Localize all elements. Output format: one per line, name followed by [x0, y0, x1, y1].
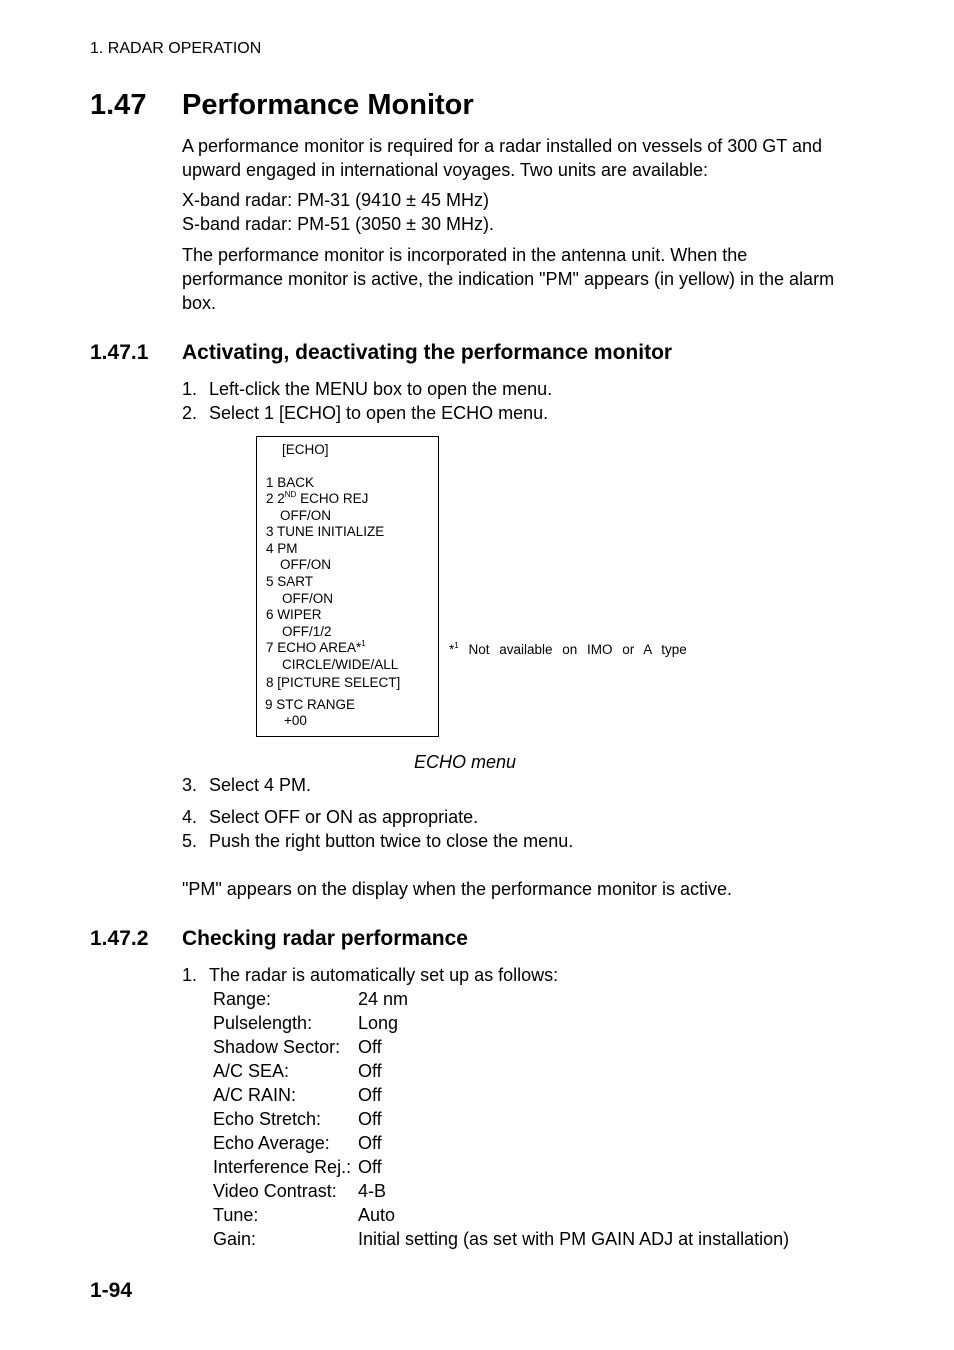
- step-number: 1.: [182, 379, 198, 399]
- subsection-heading-2: [90, 927, 468, 951]
- subsection-title: Checking radar performance: [182, 927, 468, 950]
- setting-label: Interference Rej.:: [213, 1157, 352, 1177]
- menu-item-text: 7 ECHO AREA*: [266, 640, 362, 655]
- step-number: 1.: [182, 965, 198, 985]
- pm-note: "PM" appears on the display when the performance monitor is active.: [182, 879, 733, 899]
- setting-label: A/C RAIN:: [213, 1085, 297, 1105]
- setting-value: Off: [358, 1085, 382, 1105]
- menu-item-stc-range: 9 STC RANGE: [265, 697, 356, 712]
- step-text: Select OFF or ON as appropriate.: [209, 807, 479, 827]
- menu-title: [ECHO]: [282, 442, 329, 457]
- section-number: 1.47: [90, 89, 147, 121]
- setting-value: Off: [358, 1061, 382, 1081]
- xband-line: X-band radar: PM-31 (9410 ± 45 MHz): [182, 190, 490, 210]
- setting-label: Pulselength:: [213, 1013, 313, 1033]
- menu-item-back: 1 BACK: [266, 475, 315, 490]
- intro-paragraph: A performance monitor is required for a radar installed on vessels of 300 GT and upward engaged in international voyages. Two units are available:: [182, 136, 823, 180]
- menu-option: OFF/1/2: [282, 624, 332, 639]
- menu-item-echo-area: [266, 640, 366, 656]
- step-text: Left-click the MENU box to open the menu.: [209, 379, 553, 399]
- page-number: 1-94: [90, 1279, 133, 1302]
- step-number: 5.: [182, 831, 198, 851]
- step-item: [182, 401, 548, 425]
- pm-description-paragraph: The performance monitor is incorporated in the antenna unit. When the performance monitor is active, the indication "PM" appears (in yellow) in the alarm box.: [182, 245, 835, 313]
- setting-row: [213, 1059, 382, 1083]
- section-title: Performance Monitor: [182, 89, 474, 121]
- sband-line: S-band radar: PM-51 (3050 ± 30 MHz).: [182, 214, 495, 234]
- setting-value: Off: [358, 1109, 382, 1129]
- setting-label: Range:: [213, 989, 272, 1009]
- step-item: [182, 805, 478, 829]
- setting-label: Tune:: [213, 1205, 259, 1225]
- setting-row: [213, 1155, 382, 1179]
- menu-option: CIRCLE/WIDE/ALL: [282, 657, 399, 672]
- setting-value: 24 nm: [358, 989, 409, 1009]
- menu-option: +00: [284, 713, 307, 728]
- step-item: [182, 773, 311, 797]
- menu-option: OFF/ON: [280, 557, 331, 572]
- menu-footnote: [449, 642, 687, 657]
- setting-row: [213, 1107, 382, 1131]
- setting-label: Gain:: [213, 1229, 257, 1249]
- subsection-title: Activating, deactivating the performance monitor: [182, 341, 673, 364]
- setting-value: Off: [358, 1037, 382, 1057]
- setting-row: [213, 1011, 398, 1035]
- step-text: The radar is automatically set up as follows:: [209, 965, 559, 985]
- echo-menu-box: [256, 436, 439, 737]
- subsection-number: 1.47.2: [90, 927, 149, 950]
- step-item: [182, 963, 558, 987]
- setting-label: Echo Stretch:: [213, 1109, 322, 1129]
- menu-item-wiper: 6 WIPER: [266, 607, 322, 622]
- running-header: 1. RADAR OPERATION: [90, 40, 262, 57]
- setting-label: Echo Average:: [213, 1133, 330, 1153]
- menu-option: OFF/ON: [282, 591, 333, 606]
- setting-row: [213, 1179, 386, 1203]
- setting-row: [213, 1035, 382, 1059]
- setting-row: [213, 1227, 789, 1251]
- setting-row: [213, 1203, 395, 1227]
- superscript: 1: [361, 639, 366, 648]
- setting-label: A/C SEA:: [213, 1061, 290, 1081]
- step-number: 4.: [182, 807, 198, 827]
- menu-item-sart: 5 SART: [266, 574, 314, 589]
- figure-caption: ECHO menu: [414, 752, 517, 772]
- step-number: 3.: [182, 775, 198, 795]
- superscript: 1: [454, 641, 459, 650]
- menu-item-echo-rej: [266, 491, 368, 507]
- step-item: [182, 829, 573, 853]
- step-item: [182, 377, 552, 401]
- setting-value: Off: [358, 1133, 382, 1153]
- menu-option: OFF/ON: [280, 508, 331, 523]
- setting-value: Off: [358, 1157, 382, 1177]
- step-text: Select 4 PM.: [209, 775, 312, 795]
- menu-item-tune-initialize: 3 TUNE INITIALIZE: [266, 524, 385, 539]
- section-heading: [90, 89, 474, 122]
- menu-item-text: 2 2: [266, 491, 285, 506]
- step-text: Select 1 [ECHO] to open the ECHO menu.: [209, 403, 549, 423]
- footnote-mark: *: [449, 642, 455, 657]
- subsection-number: 1.47.1: [90, 341, 149, 364]
- step-text: Push the right button twice to close the menu.: [209, 831, 574, 851]
- setting-value: Long: [358, 1013, 399, 1033]
- setting-row: [213, 1131, 382, 1155]
- footnote-text: Not available on IMO or A type: [458, 642, 687, 657]
- step-number: 2.: [182, 403, 198, 423]
- setting-value: 4-B: [358, 1181, 387, 1201]
- setting-value: Initial setting (as set with PM GAIN ADJ at installation): [358, 1229, 790, 1249]
- setting-value: Auto: [358, 1205, 396, 1225]
- setting-label: Shadow Sector:: [213, 1037, 341, 1057]
- menu-item-pm: 4 PM: [266, 541, 298, 556]
- menu-item-picture-select: 8 [PICTURE SELECT]: [266, 675, 401, 690]
- subsection-heading-1: [90, 341, 672, 365]
- setting-row: [213, 1083, 382, 1107]
- setting-label: Video Contrast:: [213, 1181, 337, 1201]
- setting-row: [213, 987, 408, 1011]
- menu-item-text: ECHO REJ: [296, 491, 369, 506]
- superscript: ND: [284, 490, 297, 499]
